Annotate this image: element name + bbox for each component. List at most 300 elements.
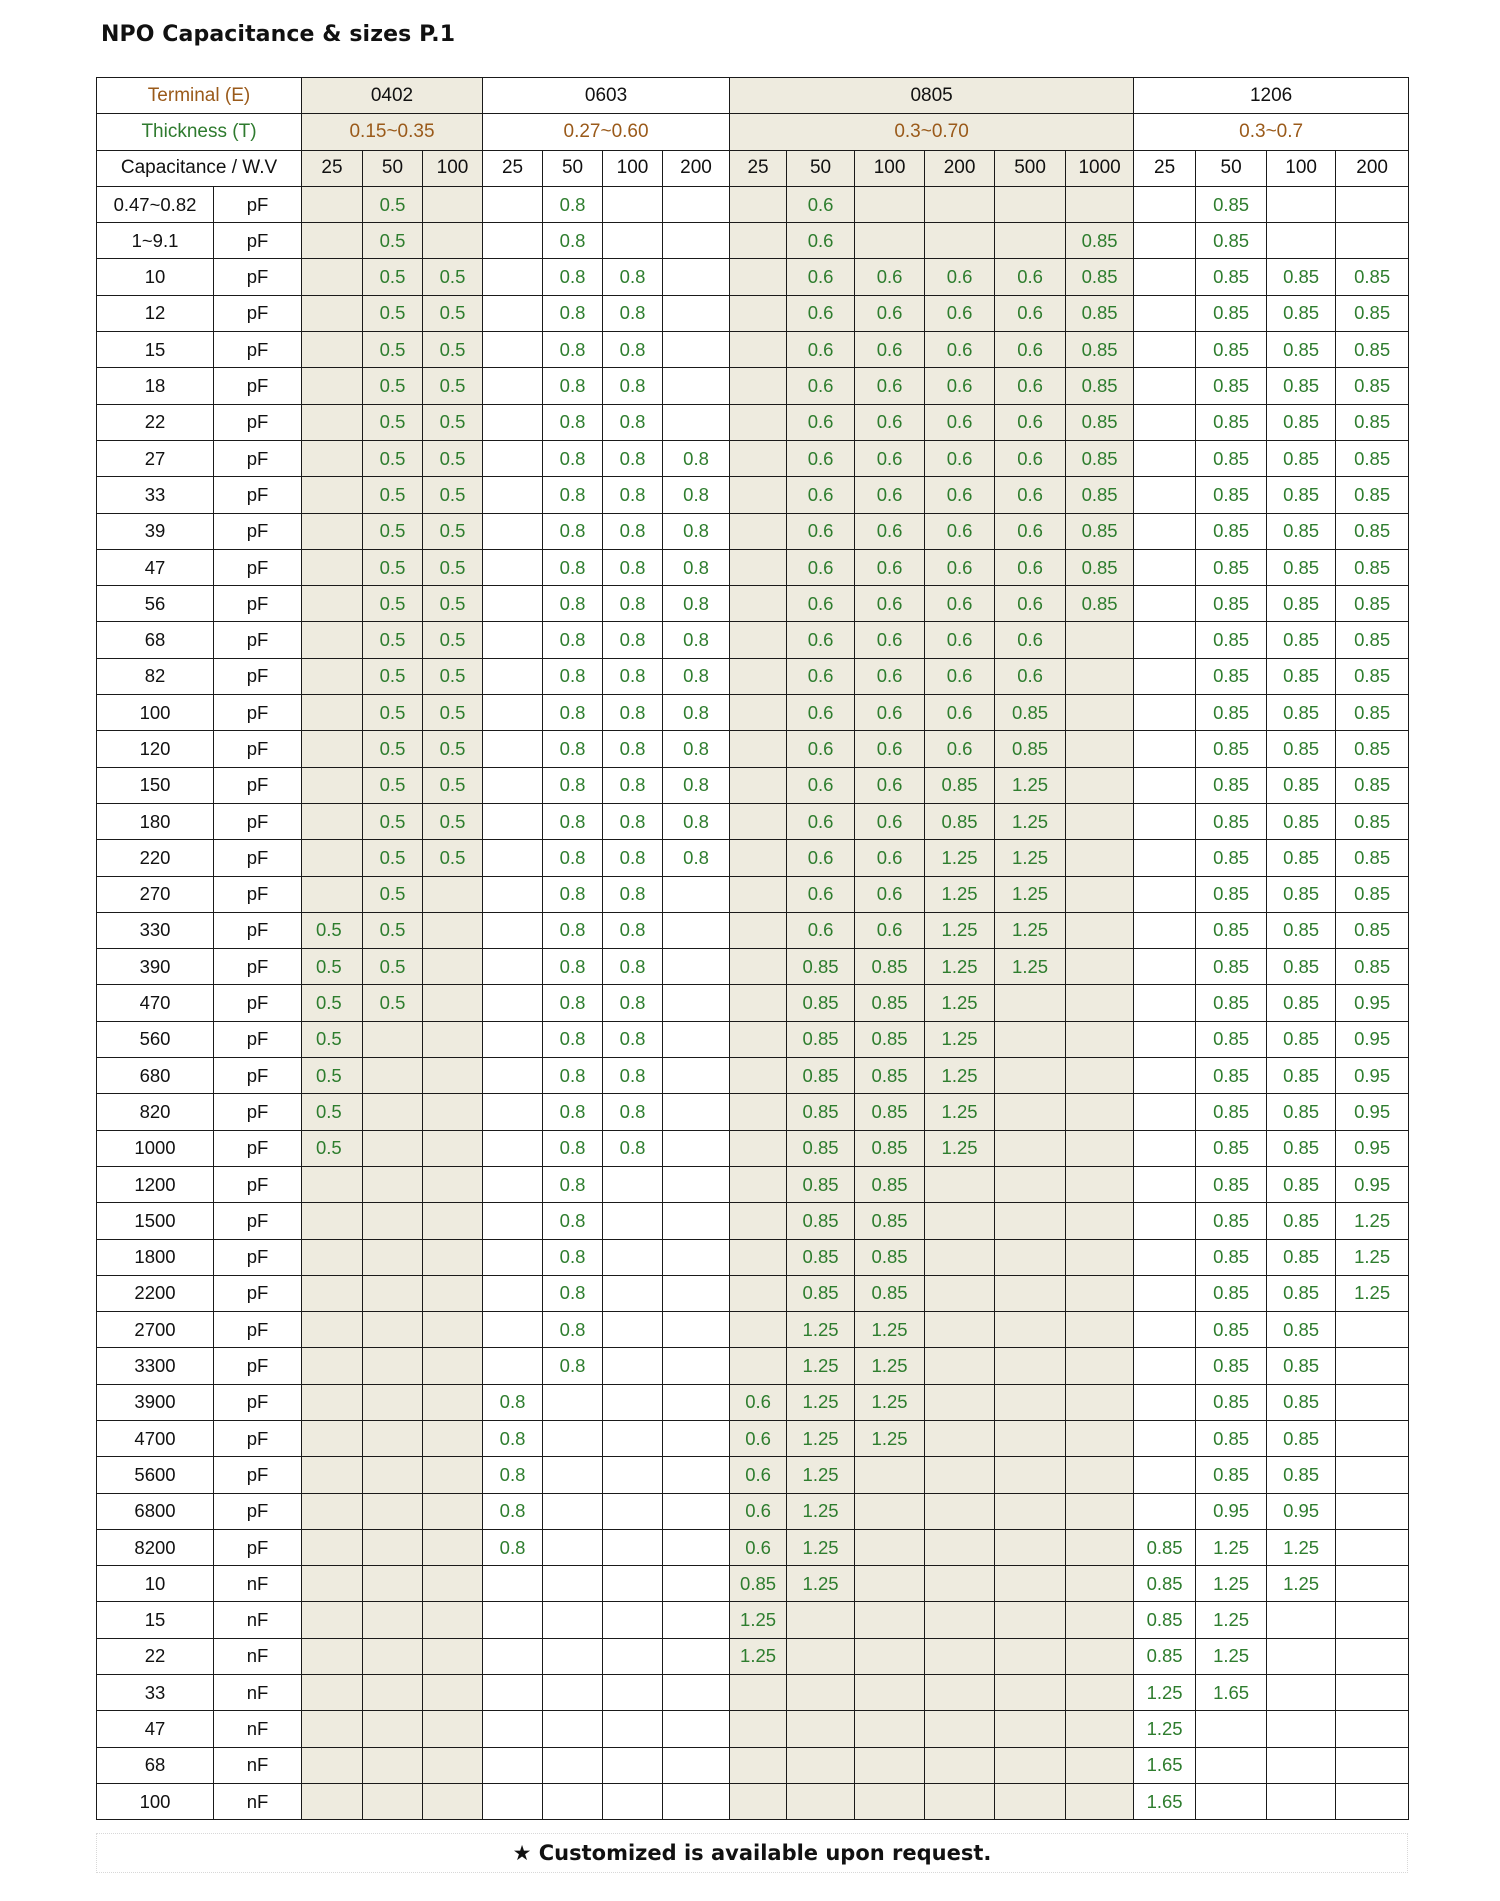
table-row — [97, 1420, 1409, 1456]
capacitance-unit: pF — [214, 1239, 302, 1275]
thickness-cell: 0.85 — [995, 731, 1066, 767]
thickness-cell — [302, 1783, 363, 1819]
thickness-cell — [1134, 1493, 1196, 1529]
thickness-cell — [423, 1275, 483, 1311]
thickness-cell — [1066, 840, 1134, 876]
thickness-cell: 0.6 — [995, 295, 1066, 331]
thickness-cell — [603, 223, 663, 259]
thickness-cell — [483, 1566, 543, 1602]
table-row — [97, 1130, 1409, 1166]
thickness-cell: 1.25 — [925, 1094, 995, 1130]
thickness-cell: 0.6 — [925, 404, 995, 440]
capacitance-unit: pF — [214, 1203, 302, 1239]
thickness-cell — [1134, 513, 1196, 549]
thickness-cell: 0.85 — [1267, 658, 1336, 694]
thickness-cell — [663, 1711, 730, 1747]
thickness-cell — [1134, 1275, 1196, 1311]
thickness-cell: 0.5 — [363, 840, 423, 876]
thickness-cell: 0.8 — [483, 1493, 543, 1529]
voltage-0805-200: 200 — [925, 150, 995, 186]
thickness-cell: 0.85 — [925, 767, 995, 803]
thickness-cell — [603, 1675, 663, 1711]
thickness-cell: 0.8 — [663, 767, 730, 803]
thickness-cell: 0.85 — [1066, 368, 1134, 404]
thickness-cell: 0.5 — [363, 295, 423, 331]
thickness-cell: 0.85 — [1196, 731, 1267, 767]
thickness-cell: 0.8 — [543, 1275, 603, 1311]
thickness-cell: 0.85 — [1196, 549, 1267, 585]
voltage-0402-50: 50 — [363, 150, 423, 186]
thickness-cell: 0.5 — [423, 513, 483, 549]
thickness-cell — [483, 1094, 543, 1130]
thickness-cell — [483, 1602, 543, 1638]
capacitance-unit: pF — [214, 1275, 302, 1311]
thickness-cell — [363, 1275, 423, 1311]
thickness-cell — [663, 1747, 730, 1783]
thickness-cell: 0.85 — [1196, 1166, 1267, 1202]
thickness-cell: 1.25 — [995, 803, 1066, 839]
thickness-1206: 0.3~0.7 — [1134, 114, 1409, 150]
thickness-cell — [603, 1457, 663, 1493]
thickness-cell — [730, 1675, 787, 1711]
thickness-cell: 0.85 — [925, 803, 995, 839]
thickness-0402: 0.15~0.35 — [302, 114, 483, 150]
thickness-cell: 1.25 — [787, 1457, 855, 1493]
thickness-cell — [1267, 186, 1336, 222]
thickness-cell: 0.85 — [855, 1275, 925, 1311]
thickness-cell: 0.85 — [1267, 1130, 1336, 1166]
thickness-cell — [302, 1747, 363, 1783]
capacitance-value: 27 — [97, 440, 214, 476]
capacitance-value: 1000 — [97, 1130, 214, 1166]
thickness-cell: 0.85 — [1267, 477, 1336, 513]
thickness-cell — [1196, 1747, 1267, 1783]
capacitance-value: 2700 — [97, 1312, 214, 1348]
table-row — [97, 1783, 1409, 1819]
thickness-cell: 0.6 — [995, 259, 1066, 295]
thickness-cell — [483, 332, 543, 368]
thickness-cell: 0.85 — [1196, 1058, 1267, 1094]
thickness-cell — [995, 985, 1066, 1021]
thickness-cell: 0.85 — [787, 1239, 855, 1275]
thickness-cell: 0.85 — [1196, 1094, 1267, 1130]
thickness-cell — [1066, 1312, 1134, 1348]
thickness-cell: 0.5 — [363, 586, 423, 622]
voltage-0603-50: 50 — [543, 150, 603, 186]
table-row — [97, 1602, 1409, 1638]
capacitance-value: 33 — [97, 477, 214, 513]
thickness-cell: 0.85 — [1267, 440, 1336, 476]
thickness-cell — [787, 1602, 855, 1638]
thickness-cell — [1066, 1203, 1134, 1239]
thickness-cell: 0.6 — [787, 368, 855, 404]
thickness-cell — [855, 1711, 925, 1747]
thickness-cell: 0.6 — [995, 658, 1066, 694]
thickness-cell — [663, 1783, 730, 1819]
capacitance-unit: pF — [214, 1312, 302, 1348]
thickness-cell: 0.95 — [1336, 1166, 1409, 1202]
thickness-cell: 0.85 — [1134, 1602, 1196, 1638]
thickness-cell: 0.8 — [543, 803, 603, 839]
thickness-cell: 0.5 — [423, 658, 483, 694]
page-title: NPO Capacitance & sizes P.1 — [101, 22, 456, 47]
thickness-cell: 0.85 — [1267, 622, 1336, 658]
thickness-cell — [925, 1239, 995, 1275]
thickness-cell: 0.6 — [925, 731, 995, 767]
thickness-cell: 0.8 — [543, 840, 603, 876]
thickness-cell: 0.85 — [1336, 259, 1409, 295]
thickness-cell: 0.6 — [855, 695, 925, 731]
thickness-cell — [483, 767, 543, 803]
thickness-cell: 1.25 — [787, 1312, 855, 1348]
thickness-cell: 0.85 — [787, 1021, 855, 1057]
table-row — [97, 586, 1409, 622]
thickness-cell: 0.8 — [603, 404, 663, 440]
thickness-cell — [1066, 1566, 1134, 1602]
thickness-cell: 0.85 — [1196, 1203, 1267, 1239]
thickness-cell — [730, 840, 787, 876]
thickness-cell — [423, 1747, 483, 1783]
capacitance-value: 18 — [97, 368, 214, 404]
capacitance-unit: pF — [214, 259, 302, 295]
thickness-cell: 0.85 — [1196, 1275, 1267, 1311]
table-row — [97, 695, 1409, 731]
thickness-cell — [423, 1239, 483, 1275]
thickness-cell — [302, 223, 363, 259]
thickness-cell — [995, 1675, 1066, 1711]
thickness-cell — [423, 1203, 483, 1239]
thickness-cell — [1336, 1312, 1409, 1348]
thickness-cell — [730, 767, 787, 803]
thickness-cell: 0.8 — [483, 1529, 543, 1565]
table-row — [97, 1638, 1409, 1674]
thickness-cell — [302, 295, 363, 331]
thickness-cell — [363, 1493, 423, 1529]
thickness-cell — [855, 223, 925, 259]
thickness-cell — [1134, 1457, 1196, 1493]
thickness-cell: 0.95 — [1196, 1493, 1267, 1529]
thickness-cell — [603, 1783, 663, 1819]
thickness-cell: 1.25 — [855, 1312, 925, 1348]
thickness-cell: 0.85 — [1336, 912, 1409, 948]
table-row — [97, 1312, 1409, 1348]
thickness-cell — [483, 985, 543, 1021]
capacitance-value: 56 — [97, 586, 214, 622]
thickness-cell — [1336, 1566, 1409, 1602]
thickness-cell — [483, 876, 543, 912]
thickness-cell: 0.8 — [483, 1384, 543, 1420]
thickness-cell: 0.6 — [730, 1384, 787, 1420]
capacitance-value: 330 — [97, 912, 214, 948]
thickness-cell: 1.25 — [925, 912, 995, 948]
thickness-cell: 0.8 — [603, 586, 663, 622]
thickness-cell — [423, 1166, 483, 1202]
thickness-cell — [925, 223, 995, 259]
voltage-0805-100: 100 — [855, 150, 925, 186]
capacitance-value: 120 — [97, 731, 214, 767]
thickness-cell — [925, 1602, 995, 1638]
thickness-cell: 0.85 — [787, 949, 855, 985]
thickness-cell: 0.85 — [1336, 949, 1409, 985]
thickness-cell: 0.6 — [730, 1457, 787, 1493]
thickness-cell: 1.25 — [1134, 1711, 1196, 1747]
terminal-label: Terminal (E) — [97, 78, 302, 114]
thickness-cell — [603, 1747, 663, 1783]
thickness-cell — [1066, 985, 1134, 1021]
thickness-cell — [855, 1675, 925, 1711]
capacitance-value: 1~9.1 — [97, 223, 214, 259]
table-row — [97, 1747, 1409, 1783]
thickness-cell: 0.5 — [423, 477, 483, 513]
thickness-cell: 0.85 — [1336, 513, 1409, 549]
thickness-cell — [302, 1166, 363, 1202]
thickness-cell — [483, 1239, 543, 1275]
thickness-cell — [1134, 1384, 1196, 1420]
thickness-cell: 0.8 — [543, 985, 603, 1021]
thickness-cell: 0.85 — [1267, 295, 1336, 331]
capacitance-unit: nF — [214, 1711, 302, 1747]
thickness-cell — [995, 223, 1066, 259]
thickness-cell: 0.5 — [363, 368, 423, 404]
thickness-cell: 0.6 — [925, 440, 995, 476]
thickness-cell — [423, 1021, 483, 1057]
table-row — [97, 477, 1409, 513]
thickness-cell — [363, 1420, 423, 1456]
thickness-cell: 0.85 — [1066, 513, 1134, 549]
thickness-cell — [423, 1130, 483, 1166]
capacitance-unit: pF — [214, 1529, 302, 1565]
thickness-cell — [663, 1312, 730, 1348]
thickness-cell: 0.8 — [543, 912, 603, 948]
thickness-cell — [1134, 477, 1196, 513]
thickness-cell: 0.85 — [1336, 477, 1409, 513]
thickness-cell: 0.6 — [995, 549, 1066, 585]
thickness-cell — [423, 223, 483, 259]
capacitance-unit: pF — [214, 186, 302, 222]
thickness-cell: 0.8 — [663, 622, 730, 658]
thickness-cell — [925, 1638, 995, 1674]
thickness-cell: 0.85 — [1267, 1058, 1336, 1094]
thickness-cell: 0.85 — [1196, 513, 1267, 549]
thickness-cell: 0.85 — [1267, 586, 1336, 622]
thickness-cell — [483, 1675, 543, 1711]
thickness-cell — [1066, 658, 1134, 694]
thickness-cell — [995, 1275, 1066, 1311]
thickness-cell — [302, 767, 363, 803]
thickness-cell: 0.85 — [1336, 549, 1409, 585]
thickness-cell — [363, 1239, 423, 1275]
thickness-cell: 0.85 — [787, 985, 855, 1021]
thickness-cell: 0.6 — [787, 622, 855, 658]
thickness-cell: 0.85 — [1267, 549, 1336, 585]
thickness-cell — [543, 1602, 603, 1638]
thickness-cell — [483, 1130, 543, 1166]
capacitance-value: 150 — [97, 767, 214, 803]
thickness-cell — [302, 1275, 363, 1311]
thickness-cell — [1134, 259, 1196, 295]
thickness-cell — [363, 1602, 423, 1638]
thickness-cell — [363, 1457, 423, 1493]
table-row — [97, 1275, 1409, 1311]
thickness-cell: 0.85 — [1267, 1166, 1336, 1202]
thickness-cell — [543, 1783, 603, 1819]
size-0603: 0603 — [483, 78, 730, 114]
capacitance-value: 6800 — [97, 1493, 214, 1529]
thickness-cell — [663, 332, 730, 368]
thickness-cell: 0.85 — [1066, 295, 1134, 331]
thickness-cell: 0.8 — [543, 223, 603, 259]
thickness-cell — [603, 1529, 663, 1565]
thickness-cell — [302, 440, 363, 476]
thickness-cell — [995, 186, 1066, 222]
thickness-cell: 0.6 — [855, 477, 925, 513]
thickness-cell — [663, 1529, 730, 1565]
thickness-cell — [1267, 1747, 1336, 1783]
thickness-cell — [663, 404, 730, 440]
thickness-cell: 1.25 — [925, 1021, 995, 1057]
capacitance-value: 12 — [97, 295, 214, 331]
thickness-cell — [855, 1457, 925, 1493]
thickness-cell — [543, 1638, 603, 1674]
table-row — [97, 1348, 1409, 1384]
thickness-cell: 0.5 — [363, 513, 423, 549]
thickness-cell: 1.65 — [1196, 1675, 1267, 1711]
thickness-cell: 0.85 — [1196, 622, 1267, 658]
thickness-cell — [1134, 295, 1196, 331]
thickness-cell: 0.5 — [363, 259, 423, 295]
thickness-cell: 0.85 — [1267, 803, 1336, 839]
thickness-cell: 0.6 — [855, 912, 925, 948]
thickness-cell: 0.6 — [925, 513, 995, 549]
thickness-cell — [363, 1348, 423, 1384]
thickness-cell: 0.85 — [1134, 1566, 1196, 1602]
thickness-cell — [730, 1239, 787, 1275]
capacitance-value: 220 — [97, 840, 214, 876]
thickness-cell: 0.85 — [1336, 368, 1409, 404]
thickness-cell: 0.85 — [1267, 1457, 1336, 1493]
thickness-cell — [925, 1166, 995, 1202]
thickness-cell: 0.8 — [543, 404, 603, 440]
thickness-cell: 0.5 — [363, 731, 423, 767]
thickness-cell: 0.6 — [855, 513, 925, 549]
thickness-cell: 0.8 — [663, 586, 730, 622]
capacitance-unit: pF — [214, 1021, 302, 1057]
thickness-cell: 1.25 — [1267, 1566, 1336, 1602]
capacitance-unit: pF — [214, 1384, 302, 1420]
thickness-cell — [1134, 1021, 1196, 1057]
thickness-cell — [925, 1420, 995, 1456]
thickness-cell — [483, 840, 543, 876]
capacitance-value: 100 — [97, 1783, 214, 1819]
thickness-cell: 0.5 — [363, 985, 423, 1021]
thickness-cell: 0.85 — [1267, 1239, 1336, 1275]
thickness-cell — [663, 985, 730, 1021]
thickness-cell — [995, 1021, 1066, 1057]
capacitance-unit: pF — [214, 1166, 302, 1202]
thickness-cell: 0.6 — [787, 586, 855, 622]
thickness-cell — [1134, 440, 1196, 476]
thickness-label: Thickness (T) — [97, 114, 302, 150]
thickness-cell — [925, 1675, 995, 1711]
thickness-cell: 0.5 — [363, 876, 423, 912]
thickness-cell: 0.85 — [1336, 803, 1409, 839]
thickness-cell: 1.25 — [1196, 1638, 1267, 1674]
thickness-cell: 1.25 — [1196, 1529, 1267, 1565]
thickness-cell: 0.85 — [1196, 477, 1267, 513]
thickness-cell: 0.85 — [1267, 1420, 1336, 1456]
thickness-cell — [603, 186, 663, 222]
thickness-cell: 0.5 — [423, 803, 483, 839]
thickness-cell: 0.8 — [663, 658, 730, 694]
thickness-cell — [483, 1275, 543, 1311]
thickness-cell: 1.65 — [1134, 1747, 1196, 1783]
thickness-cell — [730, 731, 787, 767]
thickness-cell: 0.5 — [363, 440, 423, 476]
thickness-cell: 1.25 — [925, 1130, 995, 1166]
thickness-cell — [483, 658, 543, 694]
capacitance-value: 180 — [97, 803, 214, 839]
thickness-cell — [663, 1275, 730, 1311]
thickness-cell — [483, 186, 543, 222]
thickness-cell — [423, 1457, 483, 1493]
thickness-cell: 0.85 — [995, 695, 1066, 731]
thickness-cell: 0.85 — [1336, 295, 1409, 331]
thickness-cell: 0.8 — [543, 1166, 603, 1202]
thickness-cell: 0.8 — [603, 295, 663, 331]
thickness-cell — [995, 1130, 1066, 1166]
capacitance-value: 22 — [97, 1638, 214, 1674]
thickness-cell: 0.6 — [995, 586, 1066, 622]
thickness-cell — [1336, 1602, 1409, 1638]
thickness-cell — [995, 1348, 1066, 1384]
thickness-cell — [1134, 1130, 1196, 1166]
thickness-cell: 0.6 — [730, 1529, 787, 1565]
thickness-cell — [1134, 1094, 1196, 1130]
thickness-cell: 0.8 — [603, 1021, 663, 1057]
thickness-cell — [663, 1457, 730, 1493]
thickness-cell: 0.85 — [1196, 332, 1267, 368]
capacitance-unit: pF — [214, 223, 302, 259]
thickness-cell: 0.6 — [995, 622, 1066, 658]
thickness-cell: 0.5 — [363, 622, 423, 658]
table-row — [97, 985, 1409, 1021]
thickness-cell: 0.95 — [1336, 1130, 1409, 1166]
thickness-cell: 0.85 — [1066, 440, 1134, 476]
thickness-cell: 0.85 — [730, 1566, 787, 1602]
thickness-cell — [1066, 1021, 1134, 1057]
thickness-cell: 0.5 — [363, 477, 423, 513]
thickness-cell — [1066, 1094, 1134, 1130]
thickness-cell — [730, 658, 787, 694]
voltage-1206-100: 100 — [1267, 150, 1336, 186]
thickness-cell — [423, 1566, 483, 1602]
capacitance-unit: pF — [214, 622, 302, 658]
thickness-cell — [302, 876, 363, 912]
table-row — [97, 295, 1409, 331]
table-row — [97, 549, 1409, 585]
thickness-cell — [363, 1783, 423, 1819]
thickness-cell — [1134, 622, 1196, 658]
thickness-cell: 0.85 — [787, 1203, 855, 1239]
thickness-cell — [1134, 912, 1196, 948]
thickness-cell: 0.85 — [1066, 586, 1134, 622]
thickness-cell: 0.8 — [663, 731, 730, 767]
thickness-cell: 0.85 — [855, 1130, 925, 1166]
thickness-cell: 0.85 — [1134, 1529, 1196, 1565]
thickness-cell — [483, 549, 543, 585]
thickness-cell — [855, 186, 925, 222]
thickness-cell — [1134, 1312, 1196, 1348]
